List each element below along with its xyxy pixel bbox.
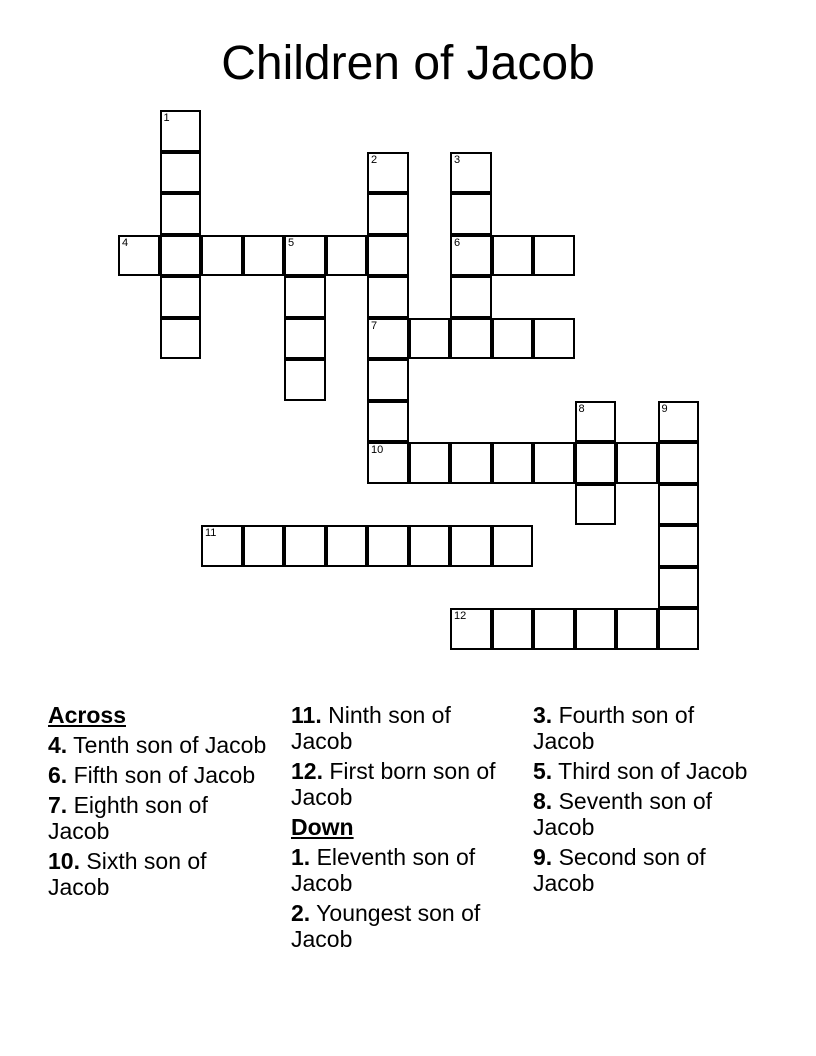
grid-cell[interactable] xyxy=(450,276,492,318)
grid-cell[interactable] xyxy=(533,442,575,484)
clue-text: Second son of Jacob xyxy=(533,844,706,896)
grid-cell[interactable] xyxy=(450,442,492,484)
grid-cell[interactable] xyxy=(118,235,160,277)
cell-number: 1 xyxy=(163,112,170,124)
clue-text: Eighth son of Jacob xyxy=(48,792,208,844)
grid-cell[interactable] xyxy=(201,525,243,567)
grid-cell[interactable] xyxy=(533,608,575,650)
grid-cell[interactable] xyxy=(492,235,534,277)
grid-cell[interactable] xyxy=(616,442,658,484)
grid-cell[interactable] xyxy=(450,235,492,277)
clue-down-1 xyxy=(291,844,516,896)
grid-cell[interactable] xyxy=(367,193,409,235)
puzzle-title: Children of Jacob xyxy=(221,37,595,90)
grid-cell[interactable] xyxy=(575,484,617,526)
clue-down-3 xyxy=(533,702,758,754)
across-heading: Across xyxy=(48,702,126,728)
cell-number: 11 xyxy=(205,527,217,539)
clue-down-5 xyxy=(533,758,758,784)
grid-cell[interactable] xyxy=(658,401,700,443)
cell-number: 7 xyxy=(371,319,378,332)
clue-number: 5. xyxy=(533,758,553,784)
grid-cell[interactable] xyxy=(450,318,492,360)
cell-number: 3 xyxy=(454,153,461,166)
cell-number: 5 xyxy=(288,236,295,249)
grid-cell[interactable] xyxy=(658,442,700,484)
grid-cell[interactable] xyxy=(450,608,492,650)
clue-text: Fifth son of Jacob xyxy=(73,762,256,788)
grid-cell[interactable] xyxy=(367,525,409,567)
grid-cell[interactable] xyxy=(160,318,202,360)
grid-cell[interactable] xyxy=(409,318,451,360)
clue-text: First born son of Jacob xyxy=(291,758,496,810)
grid-cell[interactable] xyxy=(367,401,409,443)
grid-cell[interactable] xyxy=(160,235,202,277)
clue-column-3 xyxy=(533,702,758,900)
grid-cell[interactable] xyxy=(367,442,409,484)
grid-cell[interactable] xyxy=(492,608,534,650)
grid-cell[interactable] xyxy=(367,276,409,318)
grid-cell[interactable] xyxy=(450,152,492,194)
grid-cell[interactable] xyxy=(450,193,492,235)
clue-down-9 xyxy=(533,844,758,896)
grid-cell[interactable] xyxy=(160,276,202,318)
clue-number: 12. xyxy=(291,758,323,784)
clue-down-8 xyxy=(533,788,758,840)
clue-text: Sixth son of Jacob xyxy=(48,848,207,900)
clue-number: 10. xyxy=(48,848,80,874)
grid-cell[interactable] xyxy=(243,525,285,567)
clue-text: Seventh son of Jacob xyxy=(533,788,713,840)
clue-text: Youngest son of Jacob xyxy=(291,900,481,952)
clue-across-6 xyxy=(48,762,273,788)
grid-cell[interactable] xyxy=(575,608,617,650)
grid-cell[interactable] xyxy=(367,359,409,401)
clue-column-2 xyxy=(291,702,516,956)
grid-cell[interactable] xyxy=(326,235,368,277)
grid-cell[interactable] xyxy=(533,235,575,277)
grid-cell[interactable] xyxy=(284,276,326,318)
clue-number: 9. xyxy=(533,844,553,870)
clue-number: 11. xyxy=(291,702,322,728)
grid-cell[interactable] xyxy=(284,318,326,360)
grid-cell[interactable] xyxy=(658,567,700,609)
clue-text: Tenth son of Jacob xyxy=(73,732,267,758)
grid-cell[interactable] xyxy=(658,608,700,650)
cell-number: 8 xyxy=(578,402,585,415)
grid-cell[interactable] xyxy=(409,442,451,484)
cell-number: 2 xyxy=(371,153,378,166)
grid-cell[interactable] xyxy=(575,442,617,484)
grid-cell[interactable] xyxy=(533,318,575,360)
clue-number: 1. xyxy=(291,844,311,870)
clue-number: 2. xyxy=(291,900,311,926)
clue-across-10 xyxy=(48,848,273,900)
grid-cell[interactable] xyxy=(160,193,202,235)
grid-cell[interactable] xyxy=(284,235,326,277)
clue-number: 8. xyxy=(533,788,553,814)
clue-number: 4. xyxy=(48,732,68,758)
clue-text: Fourth son of Jacob xyxy=(533,702,695,754)
grid-cell[interactable] xyxy=(450,525,492,567)
grid-cell[interactable] xyxy=(160,110,202,152)
clue-across-11 xyxy=(291,702,516,754)
grid-cell[interactable] xyxy=(284,359,326,401)
grid-cell[interactable] xyxy=(616,608,658,650)
cell-number: 6 xyxy=(454,236,461,249)
clue-number: 7. xyxy=(48,792,68,818)
grid-cell[interactable] xyxy=(160,152,202,194)
grid-cell[interactable] xyxy=(367,152,409,194)
clue-across-7 xyxy=(48,792,273,844)
grid-cell[interactable] xyxy=(284,525,326,567)
grid-cell[interactable] xyxy=(409,525,451,567)
grid-cell[interactable] xyxy=(326,525,368,567)
clue-text: Ninth son of Jacob xyxy=(291,702,451,754)
grid-cell[interactable] xyxy=(492,318,534,360)
grid-cell[interactable] xyxy=(658,484,700,526)
cell-number: 10 xyxy=(371,444,384,456)
grid-cell[interactable] xyxy=(367,235,409,277)
grid-cell[interactable] xyxy=(492,525,534,567)
grid-cell[interactable] xyxy=(367,318,409,360)
clue-column-1 xyxy=(48,702,273,904)
grid-cell[interactable] xyxy=(658,525,700,567)
clue-across-12 xyxy=(291,758,516,810)
cell-number: 12 xyxy=(454,610,467,622)
clue-across-4 xyxy=(48,732,273,758)
grid-cell[interactable] xyxy=(243,235,285,277)
clue-number: 3. xyxy=(533,702,553,728)
grid-cell[interactable] xyxy=(575,401,617,443)
clue-down-2 xyxy=(291,900,516,952)
clue-text: Eleventh son of Jacob xyxy=(291,844,476,896)
clue-text: Third son of Jacob xyxy=(558,758,748,784)
clue-number: 6. xyxy=(48,762,68,788)
cell-number: 9 xyxy=(661,402,668,415)
grid-cell[interactable] xyxy=(201,235,243,277)
grid-cell[interactable] xyxy=(492,442,534,484)
down-heading: Down xyxy=(291,814,354,840)
cell-number: 4 xyxy=(122,236,129,249)
